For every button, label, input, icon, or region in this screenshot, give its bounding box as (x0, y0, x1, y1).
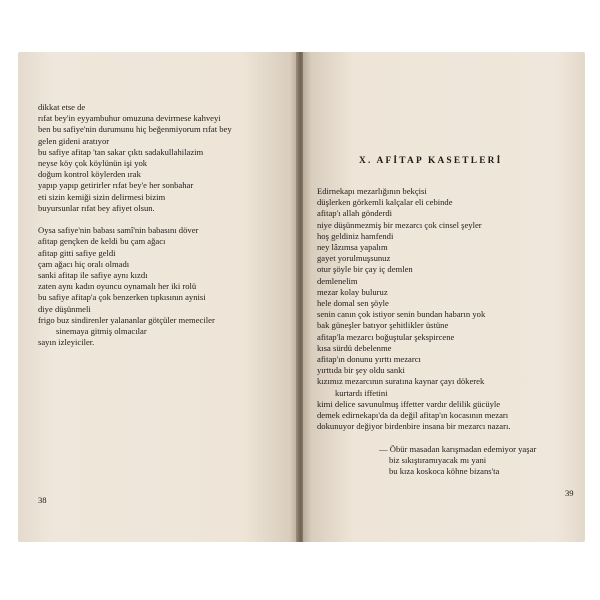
text-line: frigo buz sindirenler yalananlar götçüler memeciler (38, 314, 215, 325)
text-line: gelen gideni aratıyor (38, 135, 110, 146)
left-page-body (38, 102, 232, 348)
right-page (303, 52, 585, 542)
text-line: yapıp yapıp getirirler rıfat bey'e her sonbahar (38, 180, 194, 191)
text-line: kurtardı iffetini (335, 387, 388, 398)
text-line: hoş geldiniz hamfendi (317, 230, 394, 241)
text-line: afitap'ı allah gönderdi (317, 208, 393, 219)
text-line: dokunuyor değiyor birdenbire insana bir mezarcı nazarı. (317, 421, 511, 432)
text-line: bak güneşler batıyor şehitlikler üstüne (317, 320, 449, 331)
text-line: afitap gençken de keldi bu çam ağacı (38, 236, 166, 247)
text-line: kısa sürdü debelenme (317, 342, 392, 353)
text-line: sinemaya gitmiş olmacılar (56, 326, 147, 337)
chapter-title: X. AFİTAP KASETLERİ (359, 156, 503, 166)
text-line: demek edirnekapı'da da değil afitap'ın kocasının mezarı (317, 410, 509, 421)
text-line: afitap'ın donunu yırttı mezarcı (317, 354, 421, 365)
text-line: hele domal sen şöyle (317, 298, 389, 309)
text-line: niye düşünmezmiş bir mezarcı çok cinsel şeyler (317, 219, 482, 230)
text-line: çam ağacı hiç oralı olmadı (38, 258, 130, 269)
right-page-number: 39 (565, 488, 574, 498)
text-line: sayın izleyiciler. (38, 337, 95, 348)
text-line: demlenelim (317, 275, 358, 286)
text-line: bu kıza koskoca köhne bizans'ta (389, 466, 500, 477)
text-line: neyse köy çok köylünün işi yok (38, 158, 148, 169)
text-line: düşlerken görkemli kalçalar eli cebinde (317, 197, 453, 208)
right-page-body (317, 186, 536, 477)
text-line: bu safiye afitap'a çok benzerken tıpkısının aynisi (38, 292, 206, 303)
text-line: gayet yorulmuşsunuz (317, 253, 391, 264)
text-line: eti sizin kemiği sizin delirmesi bizim (38, 191, 166, 202)
text-line: rıfat bey'in eyyambuhur omuzuna devirmese kahveyi (38, 113, 221, 124)
text-line: doğum kontrol köylerden ırak (38, 169, 141, 180)
left-page-number: 38 (38, 495, 47, 505)
text-line: dikkat etse de (38, 102, 86, 112)
book-spread (0, 52, 600, 542)
text-line: otur şöyle bir çay iç demlen (317, 264, 413, 275)
text-line: yırttıda bir şey oldu sanki (317, 365, 405, 376)
text-line: buyursunlar rıfat bey afiyet olsun. (38, 202, 155, 213)
text-line: diye düşünmeli (38, 303, 91, 314)
text-line (38, 214, 232, 225)
text-line: afitap'la mezarcı boğuştular şekspircene (317, 331, 455, 342)
text-line: kızımız mezarcının suratına kaynar çayı dökerek (317, 376, 485, 387)
left-page (18, 52, 298, 542)
text-line: zaten aynı kadın oyuncu oynamalı her iki rolü (38, 281, 197, 292)
text-line: Oysa safiye'nin babası samî'nin babasını döver (38, 225, 199, 236)
text-line: Edirnekapı mezarlığının bekçisi (317, 186, 427, 196)
text-line: afitap gitti safiye geldi (38, 247, 116, 258)
text-line: sanki afitap ile safiye aynı kızdı (38, 270, 148, 281)
text-line: ben bu safiye'nin durumunu hiç beğenmiyorum rıfat bey (38, 124, 232, 135)
text-line: ney lâzımsa yapalım (317, 242, 388, 253)
text-line: senin canın çok istiyor senin bundan habarın yok (317, 309, 486, 320)
text-line: biz sıkıştıramıyacak mı yani (389, 454, 487, 465)
text-line: kimi delice savunulmuş iffetter vardır delilik gücüyle (317, 398, 501, 409)
text-line (317, 432, 536, 443)
text-line: — Öbür masadan karışmadan edemiyor yaşar (379, 443, 537, 454)
text-line: mezar kolay buluruz (317, 286, 388, 297)
text-line: bu safiye afitap 'tan sakar çıktı sadakullahilazim (38, 146, 204, 157)
